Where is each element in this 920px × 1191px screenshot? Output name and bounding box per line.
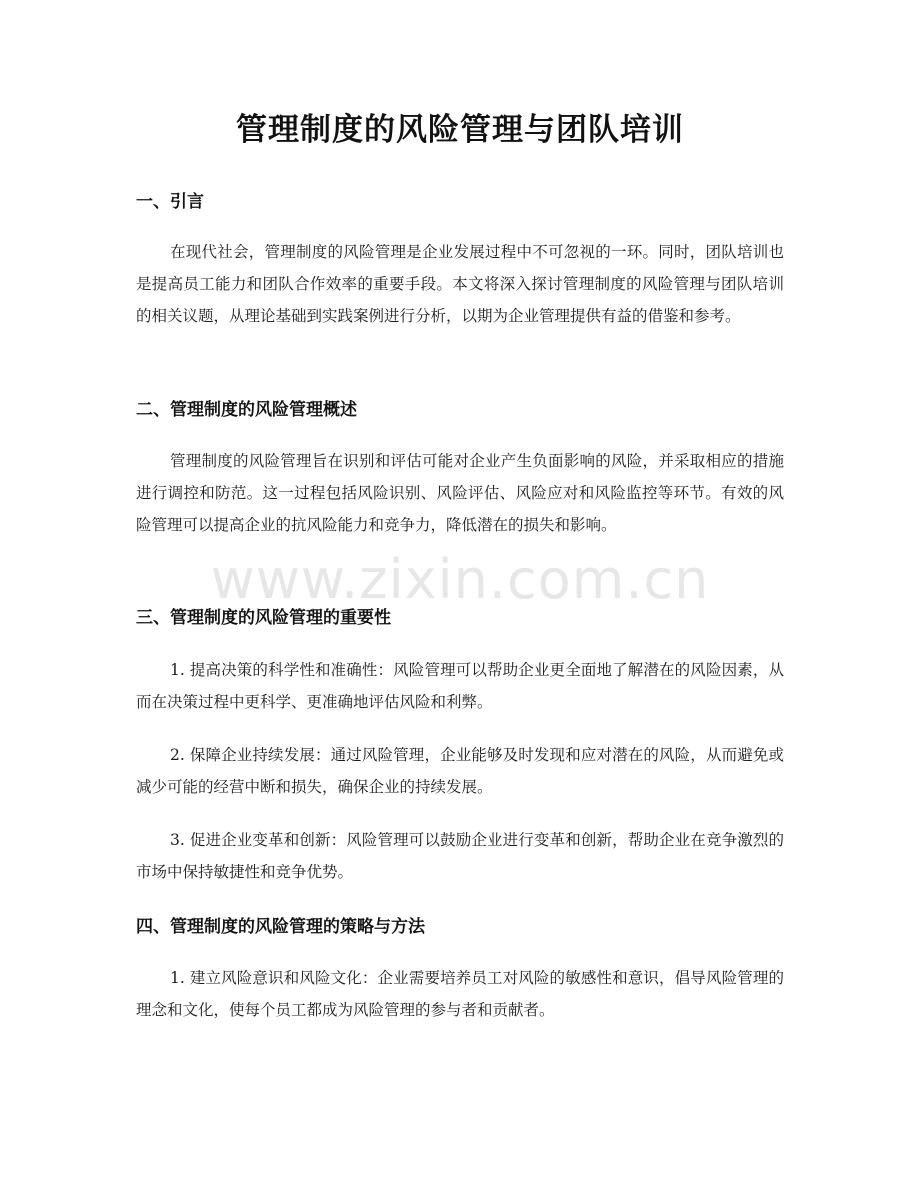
document-title: 管理制度的风险管理与团队培训 (236, 112, 684, 148)
watermark-text: www.zixin.com.cn (210, 548, 710, 611)
strategies-item-1: 1. 建立风险意识和风险文化：企业需要培养员工对风险的敏感性和意识，倡导风险管理的理念和文化，使每个员工都成为风险管理的参与者和贡献者。 (136, 969, 784, 1019)
importance-item-3: 3. 促进企业变革和创新：风险管理可以鼓励企业进行变革和创新，帮助企业在竞争激烈的市场中保持敏捷性和竞争优势。 (136, 831, 784, 881)
section-heading-strategies: 四、管理制度的风险管理的策略与方法 (136, 917, 425, 937)
overview-paragraph: 管理制度的风险管理旨在识别和评估可能对企业产生负面影响的风险，并采取相应的措施进行调控和防范。这一过程包括风险识别、风险评估、风险应对和风险监控等环节。有效的风险管理可以提高企业的抗风险能力和竞争力，降低潜在的损失和影响。 (136, 452, 784, 534)
intro-paragraph: 在现代社会，管理制度的风险管理是企业发展过程中不可忽视的一环。同时，团队培训也是提高员工能力和团队合作效率的重要手段。本文将深入探讨管理制度的风险管理与团队培训的相关议题，从理论基础到实践案例进行分析，以期为企业管理提供有益的借鉴和参考。 (136, 243, 784, 325)
section-heading-intro: 一、引言 (136, 192, 204, 212)
section-heading-overview: 二、管理制度的风险管理概述 (136, 400, 357, 420)
section-heading-importance: 三、管理制度的风险管理的重要性 (136, 608, 391, 628)
importance-item-2: 2. 保障企业持续发展：通过风险管理，企业能够及时发现和应对潜在的风险，从而避免或减少可能的经营中断和损失，确保企业的持续发展。 (136, 746, 784, 796)
importance-item-1: 1. 提高决策的科学性和准确性：风险管理可以帮助企业更全面地了解潜在的风险因素，从而在决策过程中更科学、更准确地评估风险和利弊。 (136, 661, 784, 711)
